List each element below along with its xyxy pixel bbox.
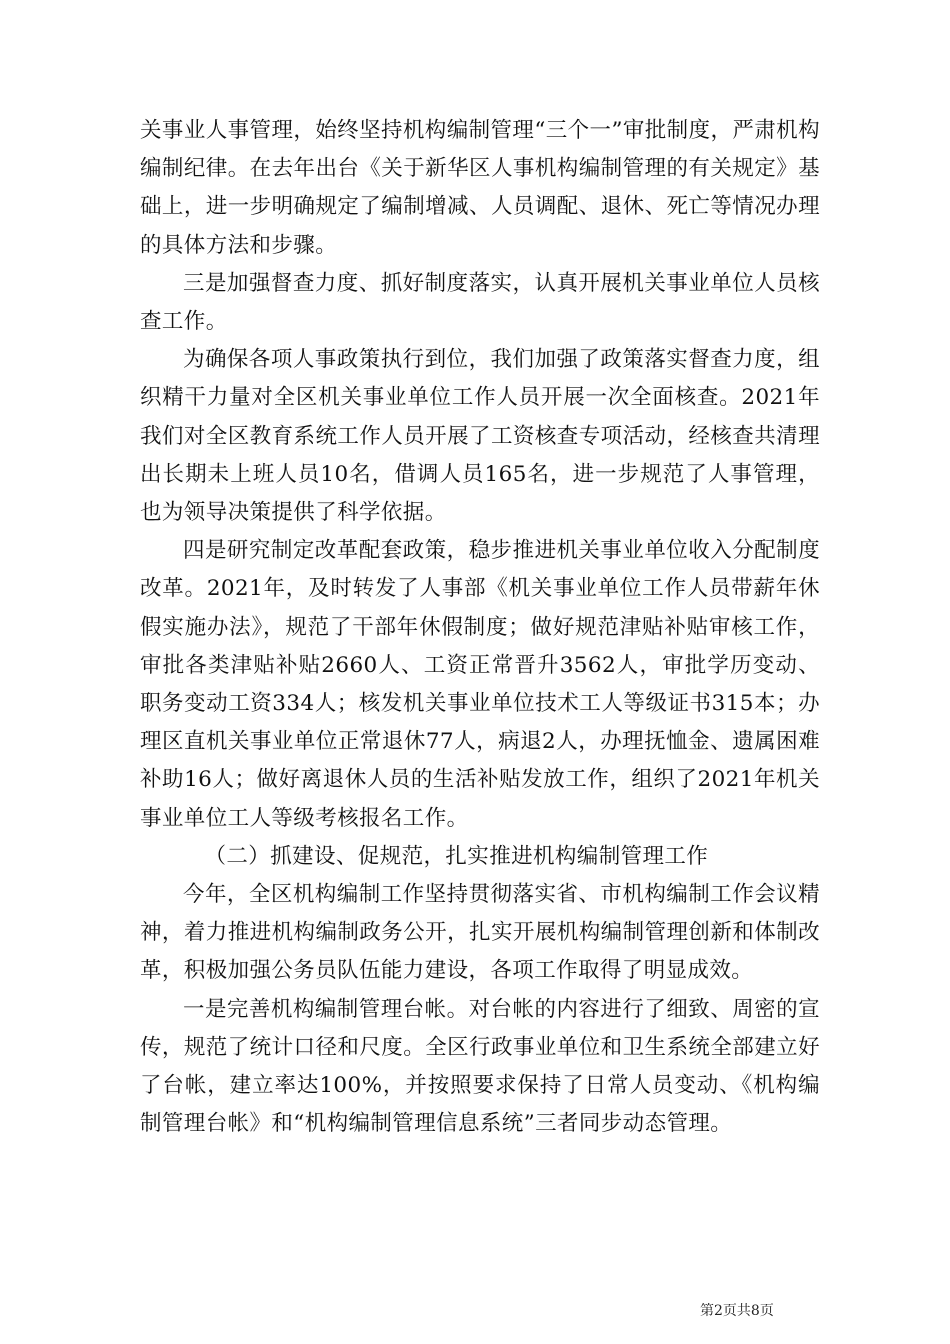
document-body [140,112,820,1143]
paragraph-item-four: 四是研究制定改革配套政策，稳步推进机关事业单位收入分配制度改革。2021年，及时转发了人事部《机关事业单位工作人员带薪年休假实施办法》，规范了干部年休假制度；做好规范津贴补贴审核工作，审批各类津贴补贴2660人、工资正常晋升3562人，审批学历变动、职务变动工资334人；核发机关事业单位技术工人等级证书315本；办理区直机关事业单位正常退休77人，病退2人，办理抚恤金、遗属困难补助16人；做好离退休人员的生活补贴发放工作，组织了2021年机关事业单位工人等级考核报名工作。 [140,538,820,831]
section-heading-two: （二）抓建设、促规范，扎实推进机构编制管理工作 [204,843,709,869]
paragraph-item-one: 一是完善机构编制管理台帐。对台帐的内容进行了细致、周密的宣传，规范了统计口径和尺度。全区行政事业单位和卫生系统全部建立好了台帐，建立率达100%，并按照要求保持了日常人员变动、《机构编制管理台帐》和“机构编制管理信息系统”三者同步动态管理。 [140,996,820,1137]
paragraph-continuation: 关事业人事管理，始终坚持机构编制管理“三个一”审批制度，严肃机构编制纪律。在去年出台《关于新华区人事机构编制管理的有关规定》基础上，进一步明确规定了编制增减、人员调配、退休、死亡等情况办理的具体方法和步骤。 [140,118,820,258]
page-number: 第2页共8页 [700,1303,774,1319]
paragraph-item-three: 三是加强督查力度、抓好制度落实，认真开展机关事业单位人员核查工作。 [140,270,820,335]
paragraph-verification: 为确保各项人事政策执行到位，我们加强了政策落实督查力度，组织精干力量对全区机关事业单位工作人员开展一次全面核查。2021年我们对全区教育系统工作人员开展了工资核查专项活动，经核查共清理出长期未上班人员10名，借调人员165名，进一步规范了人事管理，也为领导决策提供了科学依据。 [140,347,820,526]
paragraph-section-intro: 今年，全区机构编制工作坚持贯彻落实省、市机构编制工作会议精神，着力推进机构编制政务公开，扎实开展机构编制管理创新和体制改革，积极加强公务员队伍能力建设，各项工作取得了明显成效。 [140,882,820,984]
